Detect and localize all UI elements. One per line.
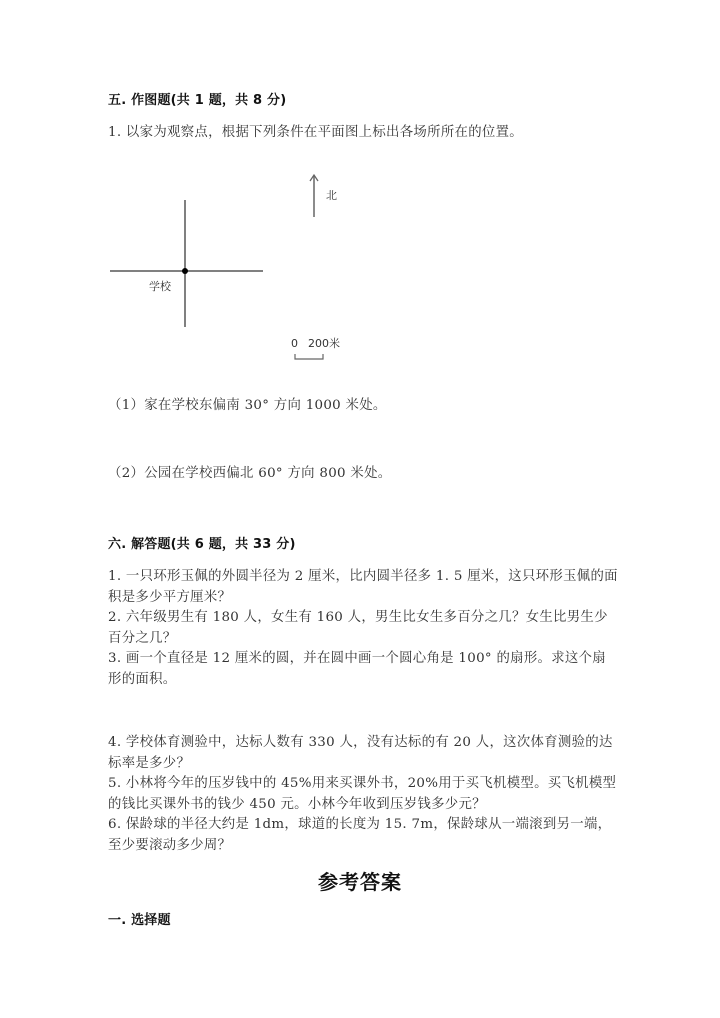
condition-1: （1）家在学校东偏南 30° 方向 1000 米处。 xyxy=(108,398,387,413)
scale-bar-icon xyxy=(294,346,324,354)
question-4: 4. 学校体育测验中，达标人数有 330 人，没有达标的有 20 人，这次体育测验的达标率是多少？ xyxy=(108,735,613,771)
drawing-question: 1. 以家为观察点，根据下列条件在平面图上标出各场所所在的位置。 xyxy=(108,125,523,140)
school-point-marker xyxy=(182,268,188,274)
question-1: 1. 一只环形玉佩的外圆半径为 2 厘米，比内圆半径多 1. 5 厘米，这只环形玉佩的面积是多少平方厘米？ xyxy=(108,569,618,605)
answer-section-1-heading: 一. 选择题 xyxy=(108,913,171,928)
question-group-2 xyxy=(108,733,618,856)
question-6: 6. 保龄球的半径大约是 1dm，球道的长度为 15. 7m，保龄球从一端滚到另一端，至少要滚动多少周？ xyxy=(108,817,612,853)
section-6-heading: 六. 解答题(共 6 题，共 33 分) xyxy=(108,537,296,552)
question-group-1 xyxy=(108,567,618,690)
north-label: 北 xyxy=(326,189,337,202)
question-2: 2. 六年级男生有 180 人，女生有 160 人，男生比女生多百分之几？女生比男生少百分之几？ xyxy=(108,610,608,646)
scale-zero-label: 0 xyxy=(291,337,298,350)
question-3: 3. 画一个直径是 12 厘米的圆，并在圆中画一个圆心角是 100° 的扇形。求这个扇形的面积。 xyxy=(108,651,606,687)
north-south-axis xyxy=(184,200,186,327)
scale-value-label: 200米 xyxy=(308,337,340,350)
answer-key-title: 参考答案 xyxy=(318,870,402,894)
school-label: 学校 xyxy=(149,280,171,293)
condition-2: （2）公园在学校西偏北 60° 方向 800 米处。 xyxy=(108,466,392,481)
section-5-heading: 五. 作图题(共 1 题，共 8 分) xyxy=(108,93,287,108)
north-arrow-icon xyxy=(306,173,322,219)
question-5: 5. 小林将今年的压岁钱中的 45%用来买课外书，20%用于买飞机模型。买飞机模型的钱比买课外书的钱少 450 元。小林今年收到压岁钱多少元？ xyxy=(108,776,617,812)
